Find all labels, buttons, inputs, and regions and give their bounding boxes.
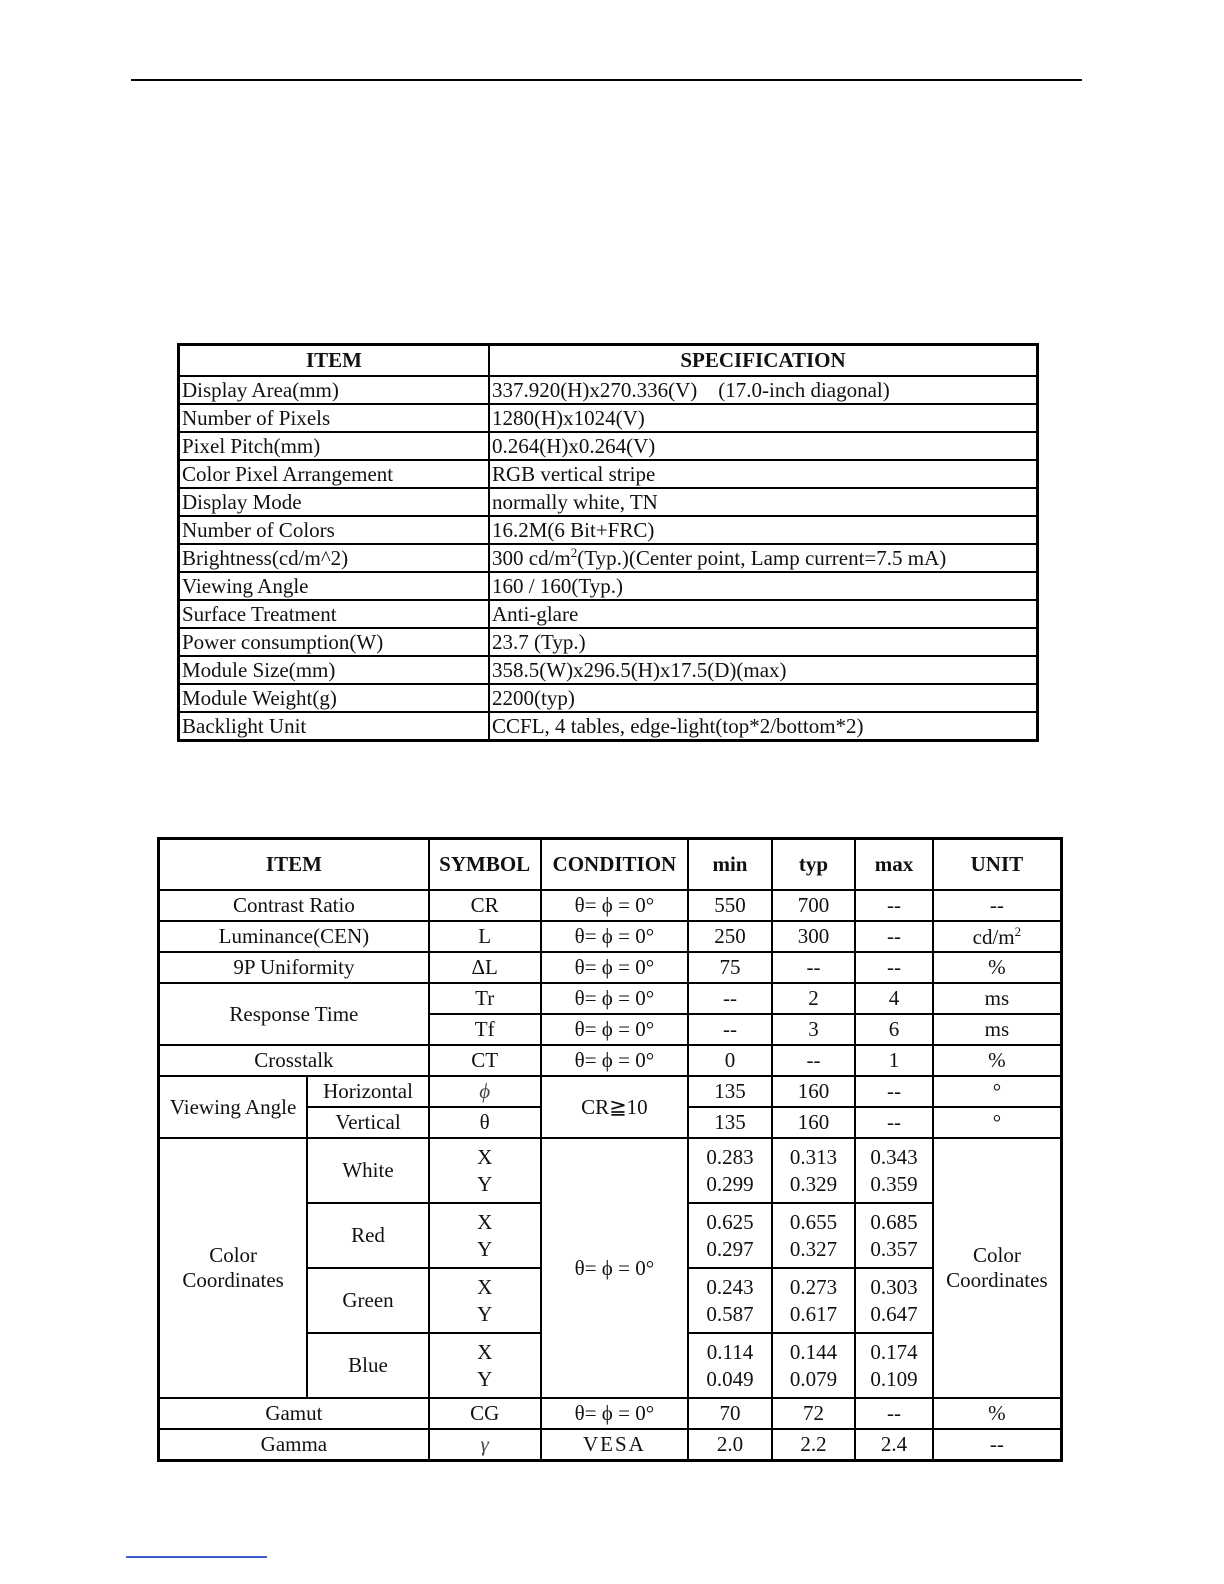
color-white-row (159, 1138, 1062, 1203)
y-label: Y (477, 1236, 493, 1261)
max-cell: -- (855, 1107, 933, 1138)
unit-cell: ms (933, 1014, 1062, 1045)
symbol-cell: CT (429, 1045, 541, 1076)
specification-table (177, 343, 1039, 742)
typ-cell: 2 (772, 983, 856, 1014)
spec-value: RGB vertical stripe (489, 460, 1038, 488)
typ-cell (772, 1333, 856, 1398)
condition-cell: θ= ϕ = 0° (541, 921, 689, 952)
spec-header-specification: SPECIFICATION (489, 345, 1038, 377)
spec-value: 16.2M(6 Bit+FRC) (489, 516, 1038, 544)
sub-item-label: White (307, 1138, 429, 1203)
spec-item: Color Pixel Arrangement (179, 460, 490, 488)
spec-value: Anti-glare (489, 600, 1038, 628)
min-cell (688, 1203, 772, 1268)
symbol-cell: Tf (429, 1014, 541, 1045)
table-row (179, 656, 1038, 684)
spec-header-row (179, 345, 1038, 377)
typ-cell: 160 (772, 1076, 856, 1107)
typ-cell: -- (772, 1045, 856, 1076)
typ-cell: 300 (772, 921, 856, 952)
sub-item-label: Green (307, 1268, 429, 1333)
x-label: X (477, 1144, 493, 1169)
header-item: ITEM (159, 839, 429, 891)
typ-cell: 72 (772, 1398, 856, 1429)
symbol-cell: L (429, 921, 541, 952)
unit-cell: % (933, 952, 1062, 983)
spec-value: 358.5(W)x296.5(H)x17.5(D)(max) (489, 656, 1038, 684)
superscript: 2 (1014, 923, 1022, 939)
min-cell: 550 (688, 890, 772, 921)
uniformity-row (159, 952, 1062, 983)
spec-value: 337.920(H)x270.336(V) (17.0-inch diagonal) (489, 376, 1038, 404)
item-label: 9P Uniformity (159, 952, 429, 983)
y-label: Y (477, 1301, 493, 1326)
table-row (179, 516, 1038, 544)
unit-cell: % (933, 1398, 1062, 1429)
table-row (179, 460, 1038, 488)
table-row (179, 544, 1038, 572)
unit-text: cd/m (972, 924, 1015, 949)
max-cell: -- (855, 1398, 933, 1429)
contrast-ratio-row (159, 890, 1062, 921)
unit-cell (933, 921, 1062, 952)
spec-item: Pixel Pitch(mm) (179, 432, 490, 460)
unit-cell: % (933, 1045, 1062, 1076)
max-cell: 4 (855, 983, 933, 1014)
condition-cell: VESA (541, 1429, 689, 1461)
typ-cell: 2.2 (772, 1429, 856, 1461)
value: 0.243 (706, 1274, 754, 1299)
value: 0.299 (706, 1171, 754, 1196)
typ-cell (772, 1203, 856, 1268)
x-label: X (477, 1339, 493, 1364)
min-cell: -- (688, 983, 772, 1014)
spec-item: Module Size(mm) (179, 656, 490, 684)
table-row (179, 628, 1038, 656)
spec-item: Viewing Angle (179, 572, 490, 600)
optical-characteristics-table (157, 837, 1063, 1462)
max-cell: 2.4 (855, 1429, 933, 1461)
min-cell: 135 (688, 1076, 772, 1107)
typ-cell (772, 1138, 856, 1203)
header-symbol: SYMBOL (429, 839, 541, 891)
spec-header-item: ITEM (179, 345, 490, 377)
item-label: Response Time (159, 983, 429, 1045)
value: 0.109 (870, 1366, 918, 1391)
value: 0.625 (706, 1209, 754, 1234)
min-cell: 2.0 (688, 1429, 772, 1461)
value: 0.685 (870, 1209, 918, 1234)
spec-item: Brightness(cd/m^2) (179, 544, 490, 572)
condition-cell: θ= ϕ = 0° (541, 890, 689, 921)
max-cell: -- (855, 890, 933, 921)
sub-item-label: Red (307, 1203, 429, 1268)
spec-value: 23.7 (Typ.) (489, 628, 1038, 656)
min-cell: 250 (688, 921, 772, 952)
max-cell: -- (855, 1076, 933, 1107)
value: 0.587 (706, 1301, 754, 1326)
spec-value: 0.264(H)x0.264(V) (489, 432, 1038, 460)
response-time-tr-row (159, 983, 1062, 1014)
luminance-row (159, 921, 1062, 952)
symbol-cell (429, 1333, 541, 1398)
symbol-cell (429, 1268, 541, 1333)
max-cell (855, 1203, 933, 1268)
typ-cell: 3 (772, 1014, 856, 1045)
min-cell: -- (688, 1014, 772, 1045)
viewing-angle-horizontal-row (159, 1076, 1062, 1107)
unit-cell: ° (933, 1107, 1062, 1138)
superscript: 2 (570, 545, 578, 560)
min-cell (688, 1268, 772, 1333)
spec-item: Backlight Unit (179, 712, 490, 741)
header-min: min (688, 839, 772, 891)
value: 0.114 (706, 1339, 754, 1364)
condition-cell: θ= ϕ = 0° (541, 1398, 689, 1429)
y-label: Y (477, 1366, 493, 1391)
symbol-cell: CG (429, 1398, 541, 1429)
item-label: Gamma (159, 1429, 429, 1461)
spec-item: Module Weight(g) (179, 684, 490, 712)
value: 0.144 (789, 1339, 838, 1364)
value: 0.079 (789, 1366, 838, 1391)
item-label-line: Color (209, 1243, 258, 1267)
spec-value-text: (Typ.)(Center point, Lamp current=7.5 mA) (577, 546, 947, 570)
value: 0.617 (789, 1301, 838, 1326)
unit-line: Coordinates (946, 1268, 1048, 1292)
typ-cell (772, 1268, 856, 1333)
sub-item-label: Blue (307, 1333, 429, 1398)
item-label: Luminance(CEN) (159, 921, 429, 952)
symbol-cell: ΔL (429, 952, 541, 983)
max-cell (855, 1333, 933, 1398)
typ-cell: -- (772, 952, 856, 983)
symbol-cell: θ (429, 1107, 541, 1138)
unit-cell: -- (933, 1429, 1062, 1461)
unit-cell: -- (933, 890, 1062, 921)
header-condition: CONDITION (541, 839, 689, 891)
unit-cell: ° (933, 1076, 1062, 1107)
sub-item-label: Horizontal (307, 1076, 429, 1107)
symbol-cell: CR (429, 890, 541, 921)
gamma-row (159, 1429, 1062, 1461)
item-label-line: Coordinates (182, 1268, 284, 1292)
spec-value: CCFL, 4 tables, edge-light(top*2/bottom*2) (489, 712, 1038, 741)
value: 0.297 (706, 1236, 754, 1261)
item-label: Viewing Angle (159, 1076, 308, 1138)
table-row (179, 376, 1038, 404)
unit-cell: ms (933, 983, 1062, 1014)
min-cell: 70 (688, 1398, 772, 1429)
table-row (179, 572, 1038, 600)
value: 0.327 (789, 1236, 838, 1261)
min-cell: 75 (688, 952, 772, 983)
condition-cell: θ= ϕ = 0° (541, 1138, 689, 1398)
item-label: Crosstalk (159, 1045, 429, 1076)
unit-cell (933, 1138, 1062, 1398)
x-label: X (477, 1274, 493, 1299)
value: 0.343 (870, 1144, 918, 1169)
symbol-cell (429, 1203, 541, 1268)
spec-value: 160 / 160(Typ.) (489, 572, 1038, 600)
spec-value: 2200(typ) (489, 684, 1038, 712)
table-row (179, 432, 1038, 460)
condition-cell: θ= ϕ = 0° (541, 1014, 689, 1045)
value: 0.049 (706, 1366, 754, 1391)
max-cell: -- (855, 952, 933, 983)
spec-item: Display Mode (179, 488, 490, 516)
value: 0.647 (870, 1301, 918, 1326)
symbol-cell: γ (429, 1429, 541, 1461)
table-row (179, 488, 1038, 516)
unit-line: Color (972, 1243, 1021, 1267)
spec-item: Number of Colors (179, 516, 490, 544)
spec-item: Power consumption(W) (179, 628, 490, 656)
y-label: Y (477, 1171, 493, 1196)
condition-cell: CR≧10 (541, 1076, 689, 1138)
gamut-row (159, 1398, 1062, 1429)
crosstalk-row (159, 1045, 1062, 1076)
spec-item: Display Area(mm) (179, 376, 490, 404)
max-cell (855, 1138, 933, 1203)
condition-cell: θ= ϕ = 0° (541, 1045, 689, 1076)
value: 0.357 (870, 1236, 918, 1261)
min-cell: 0 (688, 1045, 772, 1076)
min-cell (688, 1138, 772, 1203)
table-row (179, 712, 1038, 741)
max-cell: -- (855, 921, 933, 952)
min-cell (688, 1333, 772, 1398)
value: 0.313 (789, 1144, 838, 1169)
header-unit: UNIT (933, 839, 1062, 891)
spec-value: 1280(H)x1024(V) (489, 404, 1038, 432)
symbol-cell: Tr (429, 983, 541, 1014)
symbol-cell (429, 1138, 541, 1203)
spec-value: normally white, TN (489, 488, 1038, 516)
item-label: Contrast Ratio (159, 890, 429, 921)
max-cell (855, 1268, 933, 1333)
min-cell: 135 (688, 1107, 772, 1138)
header-typ: typ (772, 839, 856, 891)
value: 0.655 (789, 1209, 838, 1234)
x-label: X (477, 1209, 493, 1234)
header-max: max (855, 839, 933, 891)
condition-cell: θ= ϕ = 0° (541, 983, 689, 1014)
header-rule (131, 79, 1082, 81)
spec-item: Number of Pixels (179, 404, 490, 432)
footer-link-underline (126, 1556, 267, 1558)
spec-value (489, 544, 1038, 572)
item-label: Gamut (159, 1398, 429, 1429)
spec-item: Surface Treatment (179, 600, 490, 628)
value: 0.329 (789, 1171, 838, 1196)
table-row (179, 404, 1038, 432)
max-cell: 1 (855, 1045, 933, 1076)
sub-item-label: Vertical (307, 1107, 429, 1138)
value: 0.174 (870, 1339, 918, 1364)
optical-header-row (159, 839, 1062, 891)
value: 0.303 (870, 1274, 918, 1299)
symbol-cell: ϕ (429, 1076, 541, 1107)
value: 0.283 (706, 1144, 754, 1169)
value: 0.359 (870, 1171, 918, 1196)
condition-cell: θ= ϕ = 0° (541, 952, 689, 983)
typ-cell: 160 (772, 1107, 856, 1138)
spec-value-text: 300 cd/m (492, 546, 571, 570)
table-row (179, 684, 1038, 712)
item-label (159, 1138, 308, 1398)
value: 0.273 (789, 1274, 838, 1299)
table-row (179, 600, 1038, 628)
max-cell: 6 (855, 1014, 933, 1045)
typ-cell: 700 (772, 890, 856, 921)
